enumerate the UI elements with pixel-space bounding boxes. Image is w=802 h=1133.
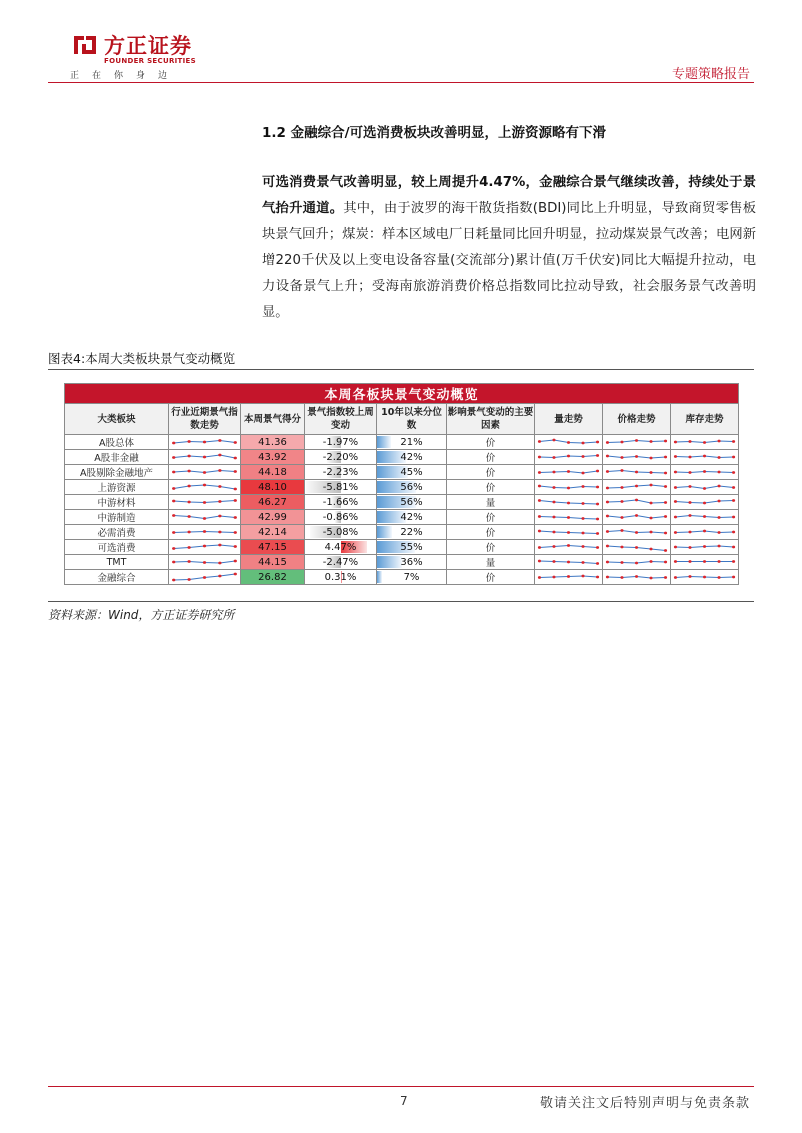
footer-disclaimer: 敬请关注文后特别声明与免责条款 bbox=[539, 1096, 750, 1111]
percentile-cell bbox=[377, 480, 447, 495]
factor-value: 量 bbox=[447, 495, 535, 510]
inventory-sparkline bbox=[671, 495, 739, 510]
table-row bbox=[65, 510, 739, 525]
trend-sparkline bbox=[169, 570, 241, 585]
table-header-row bbox=[65, 404, 739, 435]
factor-value: 价 bbox=[447, 450, 535, 465]
trend-sparkline bbox=[169, 555, 241, 570]
score-value: 26.82 bbox=[258, 571, 287, 583]
inventory-sparkline bbox=[671, 465, 739, 480]
change-cell bbox=[305, 510, 377, 525]
percentile-value: 55% bbox=[400, 541, 423, 553]
logo-en-text: FOUNDER SECURITIES bbox=[104, 57, 196, 65]
score-value: 43.92 bbox=[258, 451, 287, 463]
volume-sparkline bbox=[535, 480, 603, 495]
logo-cn-text: 方正证券 bbox=[104, 34, 192, 58]
percentile-cell bbox=[377, 465, 447, 480]
figure-top-rule bbox=[48, 369, 754, 370]
table-row bbox=[65, 450, 739, 465]
price-sparkline bbox=[603, 495, 671, 510]
score-value: 42.14 bbox=[258, 526, 287, 538]
trend-sparkline bbox=[169, 435, 241, 450]
score-value: 47.15 bbox=[258, 541, 287, 553]
change-value: -5.81% bbox=[322, 481, 359, 493]
score-cell bbox=[241, 540, 305, 555]
report-type-label: 专题策略报告 bbox=[671, 67, 750, 82]
col-header-percentile: 10年以来分位数 bbox=[377, 404, 447, 435]
col-header-factor: 影响景气变动的主要因素 bbox=[447, 404, 535, 435]
volume-sparkline bbox=[535, 525, 603, 540]
percentile-cell bbox=[377, 555, 447, 570]
percentile-value: 56% bbox=[400, 496, 423, 508]
score-value: 48.10 bbox=[258, 481, 287, 493]
percentile-cell bbox=[377, 495, 447, 510]
percentile-value: 42% bbox=[400, 451, 423, 463]
price-sparkline bbox=[603, 465, 671, 480]
sector-name: A股剔除金融地产 bbox=[65, 465, 169, 480]
table-row bbox=[65, 495, 739, 510]
change-value: -1.97% bbox=[322, 436, 359, 448]
inventory-sparkline bbox=[671, 510, 739, 525]
paragraph-body: 其中，由于波罗的海干散货指数(BDI)同比上升明显，导致商贸零售板块景气回升；煤炭：样本区域电厂日耗量同比回升明显，拉动煤炭景气改善；电网新增220千伏及以上变电设备容量(交流部分)累计值(万千伏安)同比大幅提升拉动，电力设备景气上升；受海南旅游消费价格总指数同比拉动导致，社会服务景气改善明显。 bbox=[262, 201, 756, 320]
inventory-sparkline bbox=[671, 525, 739, 540]
percentile-cell bbox=[377, 540, 447, 555]
sector-name: A股总体 bbox=[65, 435, 169, 450]
table-title: 本周各板块景气变动概览 bbox=[65, 384, 739, 404]
trend-sparkline bbox=[169, 465, 241, 480]
percentile-cell bbox=[377, 450, 447, 465]
figure-source: 资料来源：Wind，方正证券研究所 bbox=[48, 608, 235, 622]
inventory-sparkline bbox=[671, 555, 739, 570]
percentile-cell bbox=[377, 435, 447, 450]
score-value: 44.15 bbox=[258, 556, 287, 568]
table-row bbox=[65, 435, 739, 450]
change-cell bbox=[305, 465, 377, 480]
volume-sparkline bbox=[535, 510, 603, 525]
percentile-bar bbox=[377, 436, 391, 448]
score-value: 41.36 bbox=[258, 436, 287, 448]
score-value: 44.18 bbox=[258, 466, 287, 478]
percentile-cell bbox=[377, 570, 447, 585]
score-value: 46.27 bbox=[258, 496, 287, 508]
score-cell bbox=[241, 525, 305, 540]
logo-slogan: 正在你身边 bbox=[70, 71, 181, 81]
inventory-sparkline bbox=[671, 480, 739, 495]
score-cell bbox=[241, 435, 305, 450]
inventory-sparkline bbox=[671, 450, 739, 465]
change-value: -0.86% bbox=[322, 511, 359, 523]
change-value: -1.66% bbox=[322, 496, 359, 508]
percentile-value: 42% bbox=[400, 511, 423, 523]
sector-name: TMT bbox=[65, 555, 169, 570]
trend-sparkline bbox=[169, 540, 241, 555]
change-value: -2.23% bbox=[322, 466, 359, 478]
score-cell bbox=[241, 510, 305, 525]
percentile-value: 22% bbox=[400, 526, 423, 538]
change-value: 0.31% bbox=[324, 571, 357, 583]
volume-sparkline bbox=[535, 495, 603, 510]
percentile-bar bbox=[377, 556, 402, 568]
percentile-value: 21% bbox=[400, 436, 423, 448]
volume-sparkline bbox=[535, 555, 603, 570]
change-value: 4.47% bbox=[324, 541, 357, 553]
percentile-value: 7% bbox=[403, 571, 420, 583]
change-cell bbox=[305, 495, 377, 510]
sector-name: 中游制造 bbox=[65, 510, 169, 525]
header-divider bbox=[48, 82, 754, 83]
change-cell bbox=[305, 525, 377, 540]
score-cell bbox=[241, 495, 305, 510]
sector-name: 上游资源 bbox=[65, 480, 169, 495]
score-cell bbox=[241, 465, 305, 480]
score-cell bbox=[241, 570, 305, 585]
volume-sparkline bbox=[535, 570, 603, 585]
volume-sparkline bbox=[535, 450, 603, 465]
trend-sparkline bbox=[169, 450, 241, 465]
table-row bbox=[65, 465, 739, 480]
paragraph-bold-lead: 可选消费景气改善明显，较上周提升4.47%，金融综合景气继续改善，持续处于景气抬升通道。 bbox=[262, 175, 756, 216]
sector-prosperity-table bbox=[64, 383, 739, 585]
col-header-sector: 大类板块 bbox=[65, 404, 169, 435]
table-row bbox=[65, 570, 739, 585]
trend-sparkline bbox=[169, 495, 241, 510]
score-cell bbox=[241, 450, 305, 465]
change-cell bbox=[305, 435, 377, 450]
table-row bbox=[65, 555, 739, 570]
col-header-price: 价格走势 bbox=[603, 404, 671, 435]
volume-sparkline bbox=[535, 540, 603, 555]
sector-name: 金融综合 bbox=[65, 570, 169, 585]
factor-value: 价 bbox=[447, 525, 535, 540]
change-value: -2.20% bbox=[322, 451, 359, 463]
change-cell bbox=[305, 555, 377, 570]
percentile-value: 56% bbox=[400, 481, 423, 493]
trend-sparkline bbox=[169, 525, 241, 540]
change-value: -2.47% bbox=[322, 556, 359, 568]
factor-value: 价 bbox=[447, 435, 535, 450]
price-sparkline bbox=[603, 480, 671, 495]
col-header-score: 本周景气得分 bbox=[241, 404, 305, 435]
col-header-volume: 量走势 bbox=[535, 404, 603, 435]
trend-sparkline bbox=[169, 480, 241, 495]
sector-name: A股非金融 bbox=[65, 450, 169, 465]
factor-value: 量 bbox=[447, 555, 535, 570]
factor-value: 价 bbox=[447, 480, 535, 495]
change-cell bbox=[305, 450, 377, 465]
percentile-value: 45% bbox=[400, 466, 423, 478]
factor-value: 价 bbox=[447, 540, 535, 555]
section-title: 1.2 金融综合/可选消费板块改善明显，上游资源略有下滑 bbox=[262, 125, 607, 141]
figure-bottom-rule bbox=[48, 601, 754, 602]
sector-name: 可选消费 bbox=[65, 540, 169, 555]
logo-mark-icon bbox=[70, 30, 100, 60]
inventory-sparkline bbox=[671, 570, 739, 585]
price-sparkline bbox=[603, 510, 671, 525]
price-sparkline bbox=[603, 450, 671, 465]
change-cell bbox=[305, 570, 377, 585]
col-header-trend: 行业近期景气指数走势 bbox=[169, 404, 241, 435]
change-cell bbox=[305, 480, 377, 495]
percentile-value: 36% bbox=[400, 556, 423, 568]
inventory-sparkline bbox=[671, 435, 739, 450]
price-sparkline bbox=[603, 555, 671, 570]
factor-value: 价 bbox=[447, 465, 535, 480]
price-sparkline bbox=[603, 435, 671, 450]
col-header-change: 景气指数较上周变动 bbox=[305, 404, 377, 435]
page-number: 7 bbox=[400, 1094, 408, 1108]
change-value: -5.08% bbox=[322, 526, 359, 538]
volume-sparkline bbox=[535, 465, 603, 480]
table-row bbox=[65, 525, 739, 540]
footer-divider bbox=[48, 1086, 754, 1087]
factor-value: 价 bbox=[447, 570, 535, 585]
section-paragraph bbox=[262, 170, 756, 326]
price-sparkline bbox=[603, 540, 671, 555]
sector-name: 中游材料 bbox=[65, 495, 169, 510]
score-cell bbox=[241, 480, 305, 495]
trend-sparkline bbox=[169, 510, 241, 525]
sector-name: 必需消费 bbox=[65, 525, 169, 540]
factor-value: 价 bbox=[447, 510, 535, 525]
price-sparkline bbox=[603, 525, 671, 540]
col-header-inventory: 库存走势 bbox=[671, 404, 739, 435]
percentile-cell bbox=[377, 510, 447, 525]
table-row bbox=[65, 540, 739, 555]
table-row bbox=[65, 480, 739, 495]
percentile-bar bbox=[377, 571, 382, 583]
percentile-cell bbox=[377, 525, 447, 540]
change-cell bbox=[305, 540, 377, 555]
figure-title: 图表4:本周大类板块景气变动概览 bbox=[48, 351, 236, 366]
volume-sparkline bbox=[535, 435, 603, 450]
percentile-bar bbox=[377, 526, 392, 538]
score-value: 42.99 bbox=[258, 511, 287, 523]
price-sparkline bbox=[603, 570, 671, 585]
score-cell bbox=[241, 555, 305, 570]
inventory-sparkline bbox=[671, 540, 739, 555]
